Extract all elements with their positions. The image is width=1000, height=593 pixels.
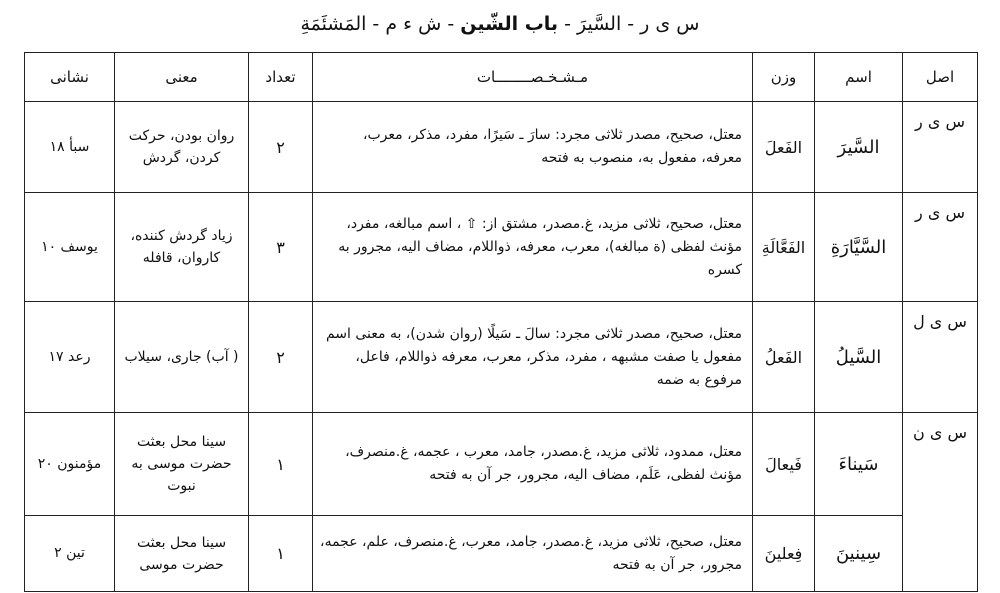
cell-wazn: فَیعالَ: [753, 413, 815, 516]
title-part-roots: س ی ر - السَّیرَ -: [564, 13, 700, 35]
cell-mani: روان بودن، حرکت کردن، گردش: [115, 102, 249, 193]
cell-mani: ( آب) جاری، سیلاب: [115, 302, 249, 413]
cell-tedad: ۲: [249, 302, 313, 413]
cell-esm: السَّیرَ: [815, 102, 903, 193]
cell-esm: السَّیَّارَةِ: [815, 193, 903, 302]
cell-wazn: الفَعَّالَةِ: [753, 193, 815, 302]
header-moshakhasat: مـشـخـصــــــــات: [313, 53, 753, 102]
cell-desc: معتل، صحیح، ثلاثی مزید، غ.مصدر، مشتق از: ⇧ ، اسم مبالغه، مفرد، مؤنث لفظی (ة مبالغه)، معرب، معرفه، ذواللام، مضاف الیه، مجرور به کسره: [313, 193, 753, 302]
cell-mani: زیاد گردش کننده، کاروان، قافله: [115, 193, 249, 302]
cell-ref: یوسف ۱۰: [25, 193, 115, 302]
cell-tedad: ۲: [249, 102, 313, 193]
table-row: [25, 193, 978, 302]
cell-esm: سِینینَ: [815, 516, 903, 592]
header-wazn: وزن: [753, 53, 815, 102]
header-row: [25, 53, 978, 102]
cell-asl: س ی ر: [903, 193, 978, 302]
header-tedad: تعداد: [249, 53, 313, 102]
cell-tedad: ۱: [249, 413, 313, 516]
title-part-mashama: - ش ء م - المَشئَمَةِ: [300, 13, 455, 35]
cell-tedad: ۳: [249, 193, 313, 302]
cell-asl: س ی ن: [903, 413, 978, 592]
header-neshani: نشانی: [25, 53, 115, 102]
cell-ref: سبأ ۱۸: [25, 102, 115, 193]
cell-wazn: الفَعلَ: [753, 102, 815, 193]
table-row: [25, 302, 978, 413]
cell-esm: سَیناءَ: [815, 413, 903, 516]
lexicon-table: [24, 52, 978, 592]
cell-desc: معتل، صحیح، مصدر ثلاثی مجرد: سارَ ـ سَیرًا، مفرد، مذکر، معرب، معرفه، مفعول به، منصوب به فتحه: [313, 102, 753, 193]
cell-desc: معتل، صحیح، مصدر ثلاثی مجرد: سالَ ـ سَیلًا (روان شدن)، به معنی اسم مفعول یا صفت مشبهه ، مفرد، مذکر، معرب، معرفه ذواللام، فاعل، مرفوع به ضمه: [313, 302, 753, 413]
page-title: [0, 8, 1000, 40]
cell-asl: س ی ل: [903, 302, 978, 413]
cell-ref: تین ۲: [25, 516, 115, 592]
cell-desc: معتل، ممدود، ثلاثی مزید، غ.مصدر، جامد، معرب ، عجمه، غ.منصرف، مؤنث لفظی، عَلَم، مضاف الیه، مجرور، جر آن به فتحه: [313, 413, 753, 516]
cell-wazn: الفَعلُ: [753, 302, 815, 413]
cell-ref: رعد ۱۷: [25, 302, 115, 413]
table-row: [25, 102, 978, 193]
cell-esm: السَّیلُ: [815, 302, 903, 413]
header-mani: معنی: [115, 53, 249, 102]
header-esm: اسم: [815, 53, 903, 102]
cell-wazn: فِعلینَ: [753, 516, 815, 592]
cell-mani: سینا محل بعثت حضرت موسی به نبوت: [115, 413, 249, 516]
cell-ref: مؤمنون ۲۰: [25, 413, 115, 516]
table-row: [25, 413, 978, 516]
cell-asl: س ی ر: [903, 102, 978, 193]
cell-tedad: ۱: [249, 516, 313, 592]
title-section-name: باب الشّین: [460, 13, 559, 35]
header-asl: اصل: [903, 53, 978, 102]
table-row: [25, 516, 978, 592]
cell-desc: معتل، صحیح، ثلاثی مزید، غ.مصدر، جامد، معرب، غ.منصرف، علم، عجمه، مجرور، جر آن به فتحه: [313, 516, 753, 592]
cell-mani: سینا محل بعثت حضرت موسی: [115, 516, 249, 592]
